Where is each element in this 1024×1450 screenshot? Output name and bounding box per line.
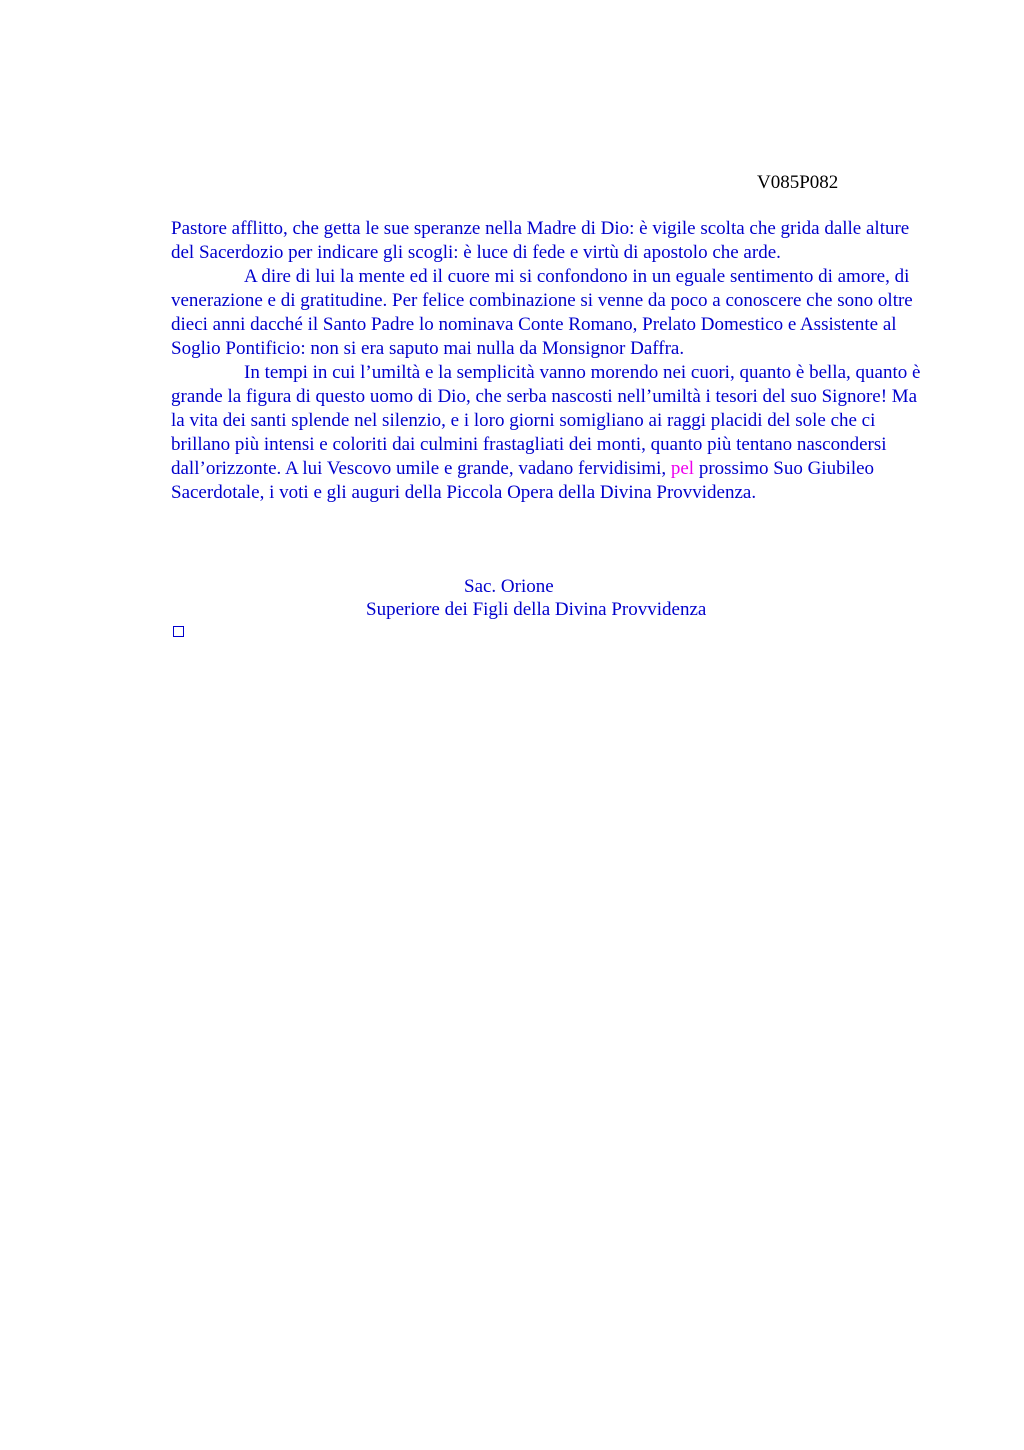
end-marker-square-icon [173, 626, 184, 637]
page-identifier: V085P082 [757, 172, 839, 193]
letter-body [171, 217, 931, 505]
paragraph-1: Pastore afflitto, che getta le sue speranze nella Madre di Dio: è vigile scolta che grida dalle alture del Sacerdozio per indicare gli scogli: è luce di fede e virtù di apostolo che arde. [171, 218, 910, 263]
signature-name: Sac. Orione [464, 576, 554, 597]
signature-title: Superiore dei Figli della Divina Provvidenza [366, 599, 707, 620]
paragraph-3-text-end: prossimo Suo Giubileo Sacerdotale, i voti e gli auguri della Piccola Opera della Divina Provvidenza. [171, 458, 875, 503]
highlighted-word: pel [670, 458, 695, 479]
paragraph-2: A dire di lui la mente ed il cuore mi si confondono in un eguale sentimento di amore, di venerazione e di gratitudine. Per felice combinazione si venne da poco a conoscere che sono oltre dieci anni dacché il Santo Padre lo nominava Conte Romano, Prelato Domestico e Assistente al Soglio Pontificio: non si era saputo mai nulla da Monsignor Daffra. [171, 266, 913, 359]
paragraph-3-text-start: In tempi in cui l’umiltà e la semplicità vanno morendo nei cuori, quanto è bella, quanto è grande la figura di questo uomo di Dio, che serba nascosti nell’umiltà i tesori del suo Signore! Ma la vita dei santi splende nel silenzio, e i loro giorni somigliano ai raggi placidi del sole che ci brillano più intensi e coloriti dai culmini frastagliati dei monti, quanto più tentano nascondersi dall’orizzonte. A lui Vescovo umile e grande, vadano fervidisimi, [171, 362, 921, 479]
paragraph-3 [171, 361, 931, 505]
